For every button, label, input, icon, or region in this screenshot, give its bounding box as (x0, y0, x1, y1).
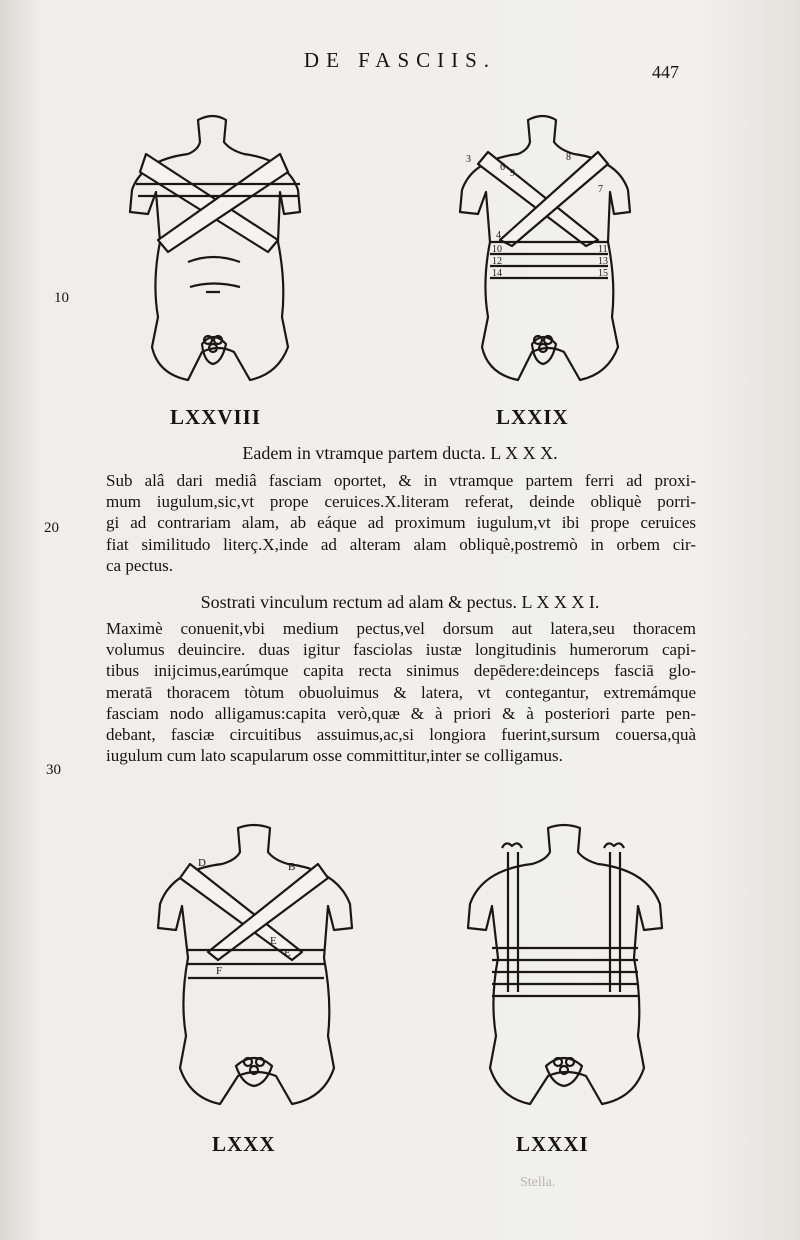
figure-annotation: E (270, 935, 277, 947)
figure-annotation: 7 (598, 184, 603, 195)
figure-annotation: 3 (466, 154, 471, 165)
figure-lxxx (152, 822, 357, 1112)
figure-annotation: E (284, 947, 291, 959)
figure-annotation: 6 (500, 162, 505, 173)
running-head: DE FASCIIS. (303, 48, 497, 72)
text-line: tibus inijcimus,earúmque capita recta sinimus depēdere:deinceps fasciā glo- (106, 661, 696, 681)
figure-annotation: F (216, 965, 223, 977)
figure-annotation: 10 (492, 244, 502, 255)
text-line: meratā thoracem tòtum obuoluimus & latera, vt contegantur, extremámque (106, 682, 696, 702)
figure-label-lxxviii: LXXVIII (170, 405, 262, 429)
line-number: 20 (44, 520, 59, 536)
figure-annotation: 14 (492, 268, 502, 279)
figure-annotation: 13 (598, 256, 608, 267)
figure-label-lxxix: LXXIX (496, 405, 569, 429)
figure-annotation: B (288, 861, 296, 873)
figure-annotation: 9 (510, 168, 515, 179)
figure-annotation: 11 (598, 244, 608, 255)
bleed-through-text: Stella. (520, 1175, 556, 1190)
bandaged-torso-numbered-icon (448, 112, 638, 387)
text-line: volumus deuincire. duas igitur fasciolas iustæ longitudinis humerorum capi- (106, 640, 696, 660)
figure-annotation: 12 (492, 256, 502, 267)
section-heading-lxxx: Eadem in vtramque partem ducta. L X X X. (242, 443, 558, 463)
line-number: 30 (46, 762, 61, 778)
figure-annotation: 15 (598, 268, 608, 279)
figure-label-lxxxi: LXXXI (516, 1132, 589, 1156)
figure-label-lxxx: LXXX (212, 1132, 276, 1156)
text-line: mum iugulum,sic,vt prope ceruices.X.literam referat, deinde obliquè porri- (106, 492, 696, 512)
paragraph-lxxx (106, 470, 696, 576)
section-heading-lxxxi: Sostrati vinculum rectum ad alam & pectus. L X X X I. (200, 592, 600, 612)
text-line: Maximè conuenit,vbi medium pectus,vel dorsum aut latera,seu thoracem (106, 619, 696, 638)
text-line: fiat similitudo literç.X,inde ad alteram alam obliquè,postremò in orbem cir- (106, 534, 696, 554)
page-number: 447 (652, 62, 679, 82)
bandaged-torso-lettered-icon (152, 822, 357, 1112)
bandaged-torso-straps-icon (462, 822, 667, 1112)
text-line: gi ad contrariam alam, ab eáque ad proximum iugulum,vt ibi prope ceruices (106, 513, 696, 533)
line-number: 10 (54, 290, 69, 306)
paragraph-lxxxi (106, 618, 696, 766)
text-line: Sub alâ dari mediâ fasciam oportet, & in vtramque partem ferri ad proxi- (106, 471, 696, 490)
bandaged-torso-cross-icon (118, 112, 308, 387)
figure-lxxix (448, 112, 638, 387)
text-line: ca pectus. (106, 555, 174, 575)
text-line: debant, fasciæ circuitibus assuimus,ac,si longiora fuerint,sursum couersa,quà (106, 725, 696, 745)
figure-annotation: 8 (566, 152, 571, 163)
figure-lxxviii (118, 112, 308, 387)
figure-lxxxi (462, 822, 667, 1112)
figure-annotation: 4 (496, 230, 501, 241)
figure-annotation: D (198, 857, 206, 869)
text-line: iugulum cum lato scapularum osse committitur,inter se colligamus. (106, 746, 563, 766)
text-line: fasciam nodo alligamus:capita verò,quæ & à priori & à posteriori parte pen- (106, 703, 696, 723)
